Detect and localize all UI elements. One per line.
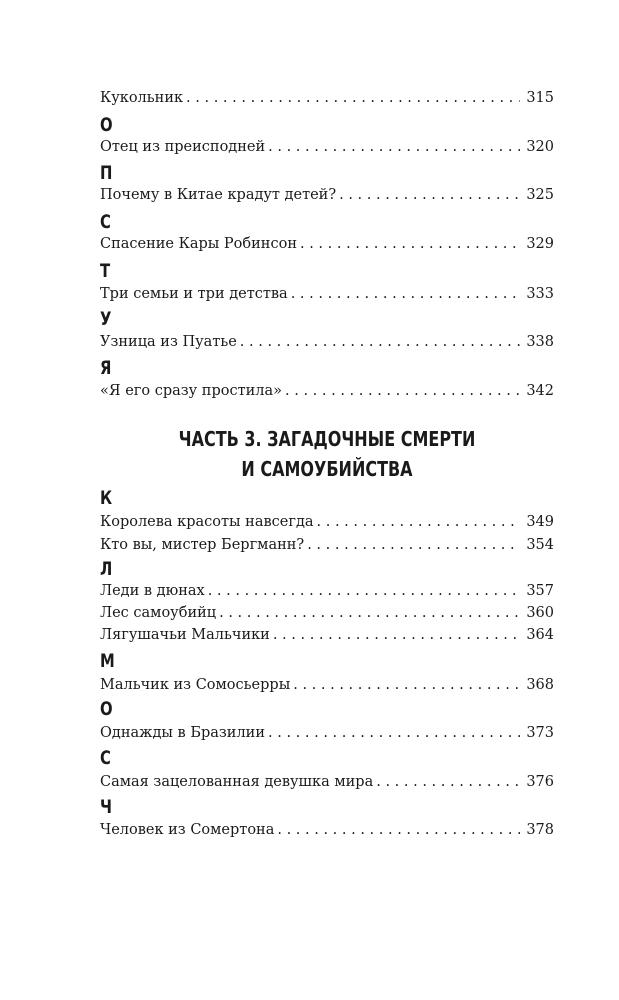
entry-page-number: 357 bbox=[526, 583, 554, 599]
entry-title: Три семьи и три детства bbox=[100, 286, 288, 302]
entry-title: «Я его сразу простила» bbox=[100, 383, 283, 399]
leader-dots bbox=[376, 772, 520, 792]
entry-page-number: 376 bbox=[526, 774, 554, 790]
leader-dots bbox=[291, 284, 521, 304]
entry-page-number: 378 bbox=[526, 822, 554, 838]
section-letter: К bbox=[100, 487, 113, 509]
entry-page-number: 338 bbox=[526, 334, 554, 350]
leader-dots bbox=[307, 535, 520, 555]
section-letter: О bbox=[100, 114, 113, 136]
toc-entry[interactable] bbox=[100, 603, 554, 623]
part-heading-line1: ЧАСТЬ 3. ЗАГАДОЧНЫЕ СМЕРТИ bbox=[178, 427, 476, 451]
entry-page-number: 364 bbox=[526, 627, 554, 643]
entry-title: Мальчик из Сомосьерры bbox=[100, 677, 291, 693]
leader-dots bbox=[268, 137, 520, 157]
entry-title: Однажды в Бразилии bbox=[100, 725, 266, 741]
entry-title: Отец из преисподней bbox=[100, 139, 266, 155]
section-letter: Л bbox=[100, 558, 113, 580]
toc-entry[interactable] bbox=[100, 234, 554, 254]
entry-title: Лягушачьи Мальчики bbox=[100, 627, 270, 643]
entry-page-number: 349 bbox=[526, 514, 554, 530]
entry-title: Человек из Сомертона bbox=[100, 822, 275, 838]
entry-page-number: 360 bbox=[526, 605, 554, 621]
toc-entry[interactable] bbox=[100, 581, 554, 601]
leader-dots bbox=[219, 603, 520, 623]
toc-entry[interactable] bbox=[100, 625, 554, 645]
leader-dots bbox=[317, 512, 521, 532]
entry-title: Спасение Кары Робинсон bbox=[100, 236, 297, 252]
entry-page-number: 315 bbox=[526, 90, 554, 106]
section-letter: У bbox=[100, 308, 112, 330]
toc-entry[interactable] bbox=[100, 512, 554, 532]
part-heading-line2: И САМОУБИЙСТВА bbox=[241, 457, 413, 481]
entry-page-number: 325 bbox=[526, 187, 554, 203]
toc-entry[interactable] bbox=[100, 772, 554, 792]
toc-entry[interactable] bbox=[100, 381, 554, 401]
leader-dots bbox=[339, 185, 520, 205]
section-letter: Я bbox=[100, 357, 112, 379]
toc-entry[interactable] bbox=[100, 675, 554, 695]
leader-dots bbox=[273, 625, 520, 645]
toc-entry[interactable] bbox=[100, 332, 554, 352]
section-letter: С bbox=[100, 747, 111, 769]
leader-dots bbox=[240, 332, 521, 352]
toc-entry[interactable] bbox=[100, 820, 554, 840]
toc-entry[interactable] bbox=[100, 284, 554, 304]
entry-title: Кукольник bbox=[100, 90, 184, 106]
entry-page-number: 329 bbox=[526, 236, 554, 252]
entry-page-number: 368 bbox=[526, 677, 554, 693]
entry-title: Почему в Китае крадут детей? bbox=[100, 187, 337, 203]
toc-entry[interactable] bbox=[100, 535, 554, 555]
section-letter: П bbox=[100, 162, 113, 184]
toc-entry[interactable] bbox=[100, 137, 554, 157]
leader-dots bbox=[277, 820, 520, 840]
entry-page-number: 333 bbox=[526, 286, 554, 302]
section-letter: Ч bbox=[100, 796, 112, 818]
entry-page-number: 320 bbox=[526, 139, 554, 155]
entry-title: Королева красоты навсегда bbox=[100, 514, 314, 530]
toc-entry[interactable] bbox=[100, 723, 554, 743]
entry-title: Леди в дюнах bbox=[100, 583, 205, 599]
entry-page-number: 354 bbox=[526, 537, 554, 553]
section-letter: С bbox=[100, 211, 111, 233]
leader-dots bbox=[293, 675, 520, 695]
leader-dots bbox=[300, 234, 520, 254]
section-letter: О bbox=[100, 698, 113, 720]
leader-dots bbox=[268, 723, 520, 743]
section-letter: Т bbox=[100, 260, 111, 282]
section-letter: М bbox=[100, 650, 115, 672]
entry-page-number: 373 bbox=[526, 725, 554, 741]
entry-title: Кто вы, мистер Бергманн? bbox=[100, 537, 305, 553]
leader-dots bbox=[186, 88, 520, 108]
leader-dots bbox=[285, 381, 520, 401]
entry-title: Самая зацелованная девушка мира bbox=[100, 774, 374, 790]
entry-page-number: 342 bbox=[526, 383, 554, 399]
part-heading bbox=[100, 424, 554, 484]
entry-title: Лес самоубийц bbox=[100, 605, 217, 621]
leader-dots bbox=[208, 581, 521, 601]
entry-title: Узница из Пуатье bbox=[100, 334, 237, 350]
toc-entry[interactable] bbox=[100, 185, 554, 205]
toc-entry[interactable] bbox=[100, 88, 554, 108]
